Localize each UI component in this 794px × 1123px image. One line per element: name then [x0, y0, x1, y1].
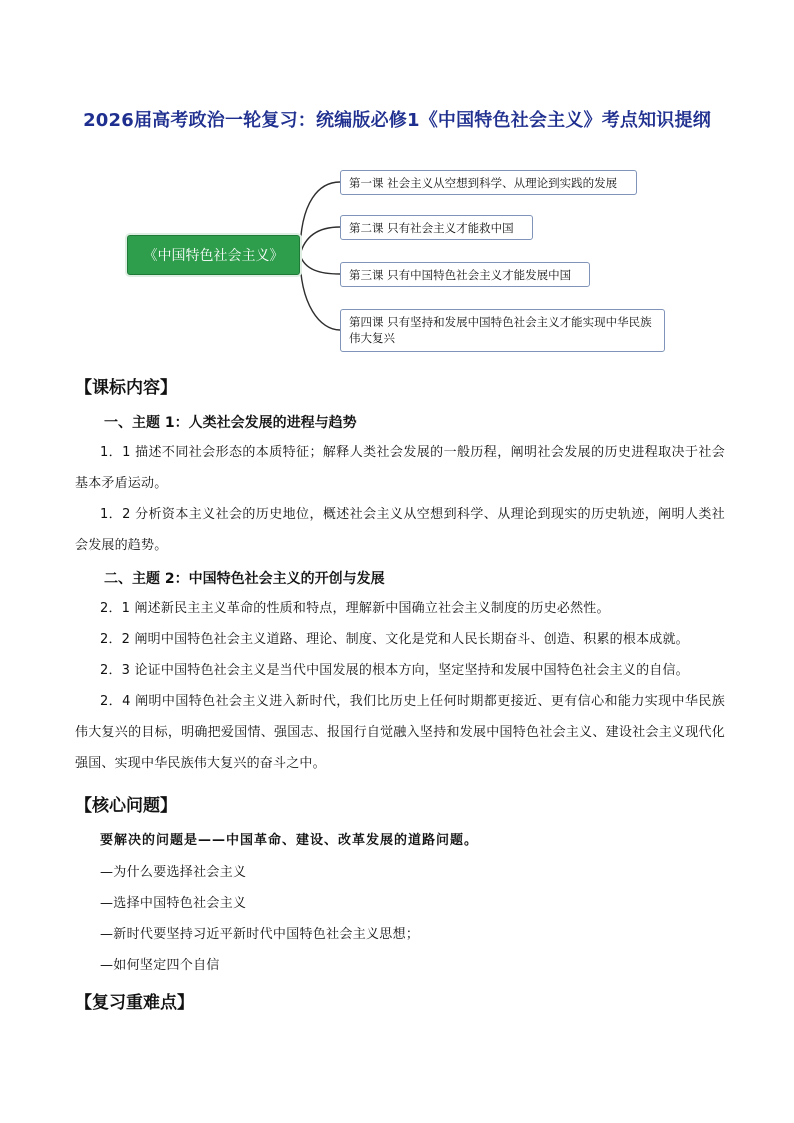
theme-2-item-3: 2．3 论证中国特色社会主义是当代中国发展的根本方向，坚定坚持和发展中国特色社会主义的自信。 [100, 663, 689, 678]
theme-1-title: 一、主题 1：人类社会发展的进程与趋势 [104, 415, 357, 431]
core-lead: 要解决的问题是——中国革命、建设、改革发展的道路问题。 [100, 833, 479, 848]
core-item-4: —如何坚定四个自信 [100, 958, 220, 973]
theme-2-item-4: 2．4 阐明中国特色社会主义进入新时代，我们比历史上任何时期都更接近、更有信心和能力实现中华民族伟大复兴的目标，明确把爱国情、强国志、报国行自觉融入坚持和发展中国特色社会主义、建设社会主义现代化强国、实现中华民族伟大复兴的奋斗之中。 [75, 694, 725, 771]
theme-2-item-2: 2．2 阐明中国特色社会主义道路、理论、制度、文化是党和人民长期奋斗、创造、积累的根本成就。 [100, 632, 689, 647]
core-item-3: —新时代要坚持习近平新时代中国特色社会主义思想； [100, 927, 420, 942]
mindmap-root: 《中国特色社会主义》 [127, 235, 300, 275]
mindmap-branch-lesson-3: 第三课 只有中国特色社会主义才能发展中国 [340, 262, 590, 287]
review-heading: 【复习重难点】 [75, 993, 194, 1013]
connector-1 [300, 182, 340, 255]
mindmap-branch-lesson-4: 第四课 只有坚持和发展中国特色社会主义才能实现中华民族伟大复兴 [340, 309, 665, 352]
theme-1-item-2: 1．2 分析资本主义社会的历史地位，概述社会主义从空想到科学、从理论到现实的历史轨迹，阐明人类社会发展的趋势。 [75, 507, 725, 553]
core-item-1: —为什么要选择社会主义 [100, 865, 247, 880]
theme-2-title: 二、主题 2：中国特色社会主义的开创与发展 [104, 571, 385, 587]
document-title: 2026届高考政治一轮复习：统编版必修1《中国特色社会主义》考点知识提纲 [83, 110, 711, 131]
connector-3 [300, 255, 340, 274]
theme-2-item-1: 2．1 阐述新民主主义革命的性质和特点，理解新中国确立社会主义制度的历史必然性。 [100, 601, 610, 616]
mindmap-branch-lesson-1: 第一课 社会主义从空想到科学、从理论到实践的发展 [340, 170, 637, 195]
connector-4 [300, 255, 340, 330]
core-item-2: —选择中国特色社会主义 [100, 896, 247, 911]
mindmap-branch-lesson-2: 第二课 只有社会主义才能救中国 [340, 215, 533, 240]
theme-1-item-1: 1．1 描述不同社会形态的本质特征；解释人类社会发展的一般历程，阐明社会发展的历史进程取决于社会基本矛盾运动。 [75, 445, 725, 491]
curriculum-heading: 【课标内容】 [75, 378, 177, 398]
core-heading: 【核心问题】 [75, 796, 177, 816]
connector-2 [300, 227, 340, 255]
